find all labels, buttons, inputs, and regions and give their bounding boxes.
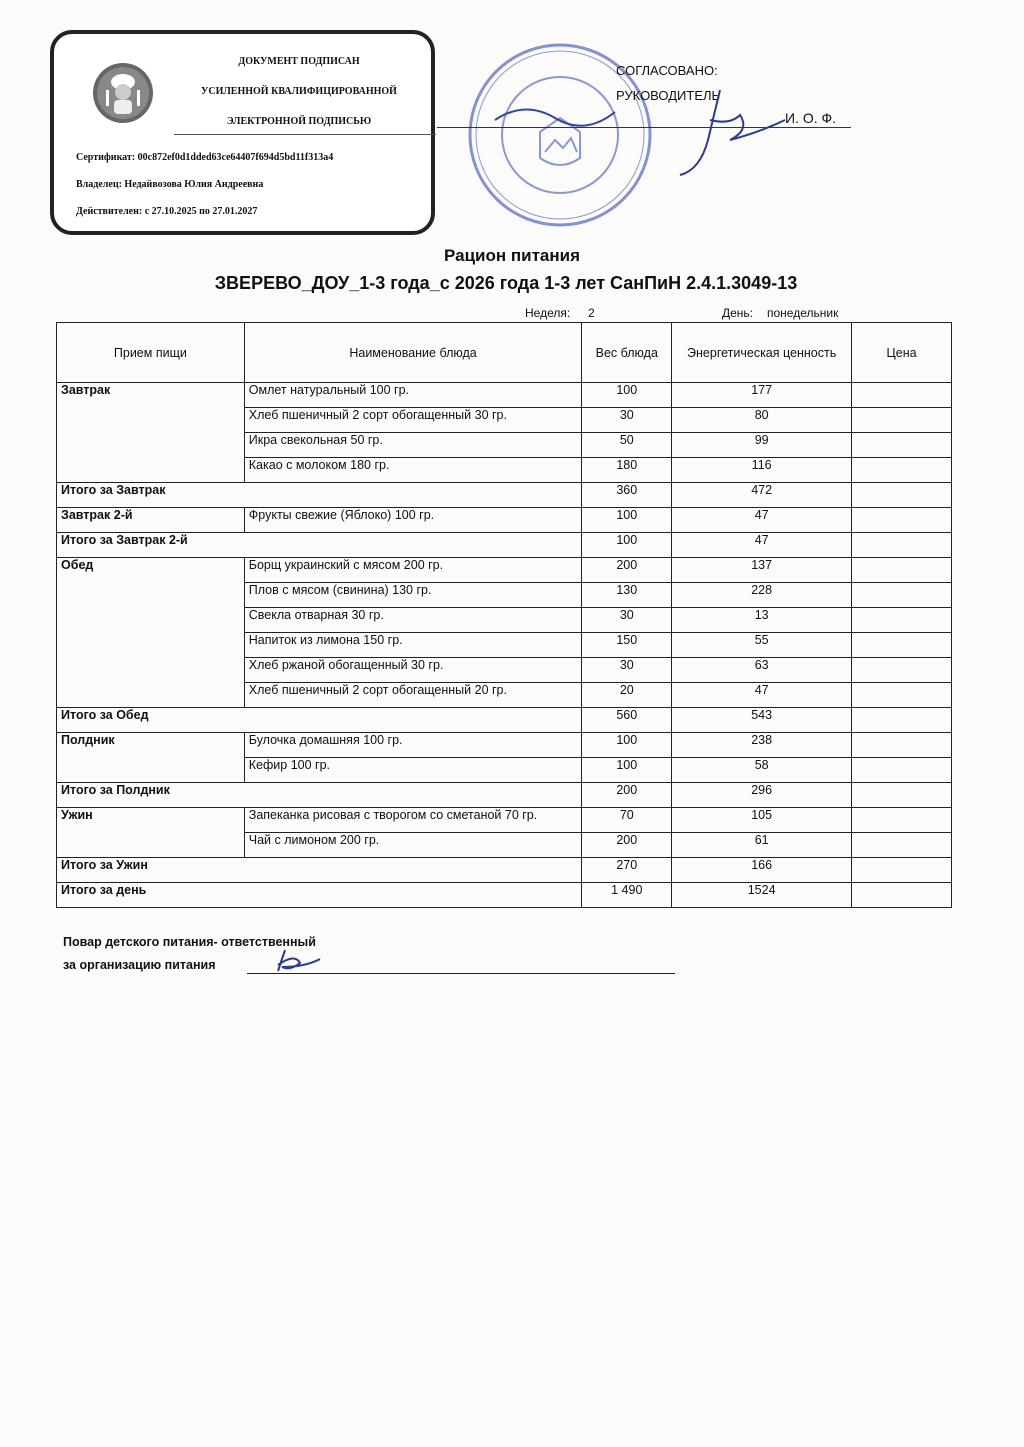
total-weight: 100 <box>582 533 672 558</box>
dish-weight: 200 <box>582 833 672 858</box>
dish-price <box>852 383 952 408</box>
dish-name: Хлеб пшеничный 2 сорт обогащенный 30 гр. <box>244 408 582 433</box>
total-row <box>57 858 952 883</box>
total-price <box>852 533 952 558</box>
total-price <box>852 858 952 883</box>
table-row <box>57 733 952 758</box>
total-row <box>57 533 952 558</box>
page-title: Рацион питания <box>444 246 580 265</box>
dish-energy: 61 <box>672 833 852 858</box>
day-total-label: Итого за день <box>57 883 582 908</box>
dish-price <box>852 808 952 833</box>
total-row <box>57 708 952 733</box>
dish-energy: 13 <box>672 608 852 633</box>
dish-price <box>852 658 952 683</box>
total-price <box>852 708 952 733</box>
total-label: Итого за Обед <box>57 708 582 733</box>
dish-weight: 200 <box>582 558 672 583</box>
dish-energy: 80 <box>672 408 852 433</box>
total-label: Итого за Завтрак 2-й <box>57 533 582 558</box>
total-weight: 560 <box>582 708 672 733</box>
dish-name: Запеканка рисовая с творогом со сметаной 70 гр. <box>244 808 582 833</box>
dish-weight: 30 <box>582 408 672 433</box>
meal-name: Ужин <box>57 808 245 858</box>
dish-energy: 228 <box>672 583 852 608</box>
approval-head-label: РУКОВОДИТЕЛЬ <box>616 88 721 103</box>
dish-weight: 20 <box>582 683 672 708</box>
approval-label: СОГЛАСОВАНО: <box>616 63 718 78</box>
dish-energy: 137 <box>672 558 852 583</box>
dish-price <box>852 733 952 758</box>
total-energy: 543 <box>672 708 852 733</box>
dish-weight: 130 <box>582 583 672 608</box>
dish-energy: 99 <box>672 433 852 458</box>
dish-weight: 30 <box>582 658 672 683</box>
dish-price <box>852 433 952 458</box>
dish-weight: 70 <box>582 808 672 833</box>
total-row <box>57 783 952 808</box>
dish-energy: 238 <box>672 733 852 758</box>
total-energy: 166 <box>672 858 852 883</box>
dish-price <box>852 458 952 483</box>
total-weight: 270 <box>582 858 672 883</box>
dish-energy: 63 <box>672 658 852 683</box>
column-header-energy: Энергетическая ценность <box>672 323 852 383</box>
total-energy: 47 <box>672 533 852 558</box>
dish-energy: 116 <box>672 458 852 483</box>
dish-name: Омлет натуральный 100 гр. <box>244 383 582 408</box>
dish-weight: 180 <box>582 458 672 483</box>
meal-name: Завтрак 2-й <box>57 508 245 533</box>
cook-logo-icon <box>92 62 154 124</box>
table-row <box>57 508 952 533</box>
dish-name: Икра свекольная 50 гр. <box>244 433 582 458</box>
day-total-row <box>57 883 952 908</box>
dish-price <box>852 508 952 533</box>
table-row <box>57 808 952 833</box>
total-weight: 200 <box>582 783 672 808</box>
dish-price <box>852 633 952 658</box>
day-total-energy: 1524 <box>672 883 852 908</box>
day-total-price <box>852 883 952 908</box>
day-label: День: <box>722 306 754 320</box>
dish-price <box>852 833 952 858</box>
dish-weight: 100 <box>582 383 672 408</box>
certificate-number: Сертификат: 00c872ef0d1dded63ce64407f694d5bd11f313a4 <box>76 152 334 163</box>
cook-title-line1: Повар детского питания- ответственный <box>63 935 316 949</box>
dish-weight: 100 <box>582 508 672 533</box>
dish-energy: 55 <box>672 633 852 658</box>
table-row <box>57 558 952 583</box>
dish-name: Какао с молоком 180 гр. <box>244 458 582 483</box>
dish-energy: 177 <box>672 383 852 408</box>
dish-name: Борщ украинский с мясом 200 гр. <box>244 558 582 583</box>
dish-energy: 105 <box>672 808 852 833</box>
dish-energy: 47 <box>672 508 852 533</box>
dish-name: Напиток из лимона 150 гр. <box>244 633 582 658</box>
column-header-meal: Прием пищи <box>57 323 245 383</box>
certificate-validity: Действителен: с 27.10.2025 по 27.01.2027 <box>76 206 258 217</box>
dish-price <box>852 558 952 583</box>
dish-weight: 100 <box>582 758 672 783</box>
table-row <box>57 383 952 408</box>
total-energy: 296 <box>672 783 852 808</box>
page-subtitle: ЗВЕРЕВО_ДОУ_1-3 года_с 2026 года 1-3 лет СанПиН 2.4.1.3049-13 <box>214 273 798 293</box>
dish-price <box>852 758 952 783</box>
dish-weight: 30 <box>582 608 672 633</box>
signature-title-line3: ЭЛЕКТРОННОЙ ПОДПИСЬЮ <box>226 116 372 127</box>
signature-title-line1: ДОКУМЕНТ ПОДПИСАН <box>238 56 360 67</box>
handwritten-signature-icon <box>650 80 790 180</box>
meal-name: Завтрак <box>57 383 245 483</box>
total-label: Итого за Ужин <box>57 858 582 883</box>
dish-price <box>852 408 952 433</box>
certificate-owner: Владелец: Недайвозова Юлия Андреевна <box>76 179 264 190</box>
total-label: Итого за Полдник <box>57 783 582 808</box>
total-price <box>852 783 952 808</box>
dish-name: Плов с мясом (свинина) 130 гр. <box>244 583 582 608</box>
dish-name: Хлеб пшеничный 2 сорт обогащенный 20 гр. <box>244 683 582 708</box>
total-row <box>57 483 952 508</box>
dish-price <box>852 583 952 608</box>
dish-price <box>852 608 952 633</box>
dish-name: Фрукты свежие (Яблоко) 100 гр. <box>244 508 582 533</box>
dish-energy: 47 <box>672 683 852 708</box>
day-value: понедельник <box>767 306 839 320</box>
meal-name: Полдник <box>57 733 245 783</box>
cook-title-line2: за организацию питания <box>63 958 216 972</box>
column-header-dish: Наименование блюда <box>244 323 582 383</box>
dish-weight: 50 <box>582 433 672 458</box>
week-label: Неделя: <box>525 306 571 320</box>
table-header-row <box>57 323 952 383</box>
dish-name: Хлеб ржаной обогащенный 30 гр. <box>244 658 582 683</box>
menu-table <box>56 322 952 908</box>
total-label: Итого за Завтрак <box>57 483 582 508</box>
total-weight: 360 <box>582 483 672 508</box>
total-price <box>852 483 952 508</box>
dish-price <box>852 683 952 708</box>
column-header-price: Цена <box>852 323 952 383</box>
divider <box>174 134 436 135</box>
dish-weight: 150 <box>582 633 672 658</box>
cook-signature-icon <box>270 945 330 975</box>
dish-name: Булочка домашняя 100 гр. <box>244 733 582 758</box>
dish-name: Кефир 100 гр. <box>244 758 582 783</box>
dish-name: Чай с лимоном 200 гр. <box>244 833 582 858</box>
meal-name: Обед <box>57 558 245 708</box>
total-energy: 472 <box>672 483 852 508</box>
column-header-weight: Вес блюда <box>582 323 672 383</box>
week-value: 2 <box>588 306 595 320</box>
day-total-weight: 1 490 <box>582 883 672 908</box>
approval-name-placeholder: И. О. Ф. <box>785 110 837 126</box>
signature-title-line2: УСИЛЕННОЙ КВАЛИФИЦИРОВАННОЙ <box>201 86 397 97</box>
dish-weight: 100 <box>582 733 672 758</box>
e-signature-block <box>50 30 435 235</box>
dish-energy: 58 <box>672 758 852 783</box>
dish-name: Свекла отварная 30 гр. <box>244 608 582 633</box>
